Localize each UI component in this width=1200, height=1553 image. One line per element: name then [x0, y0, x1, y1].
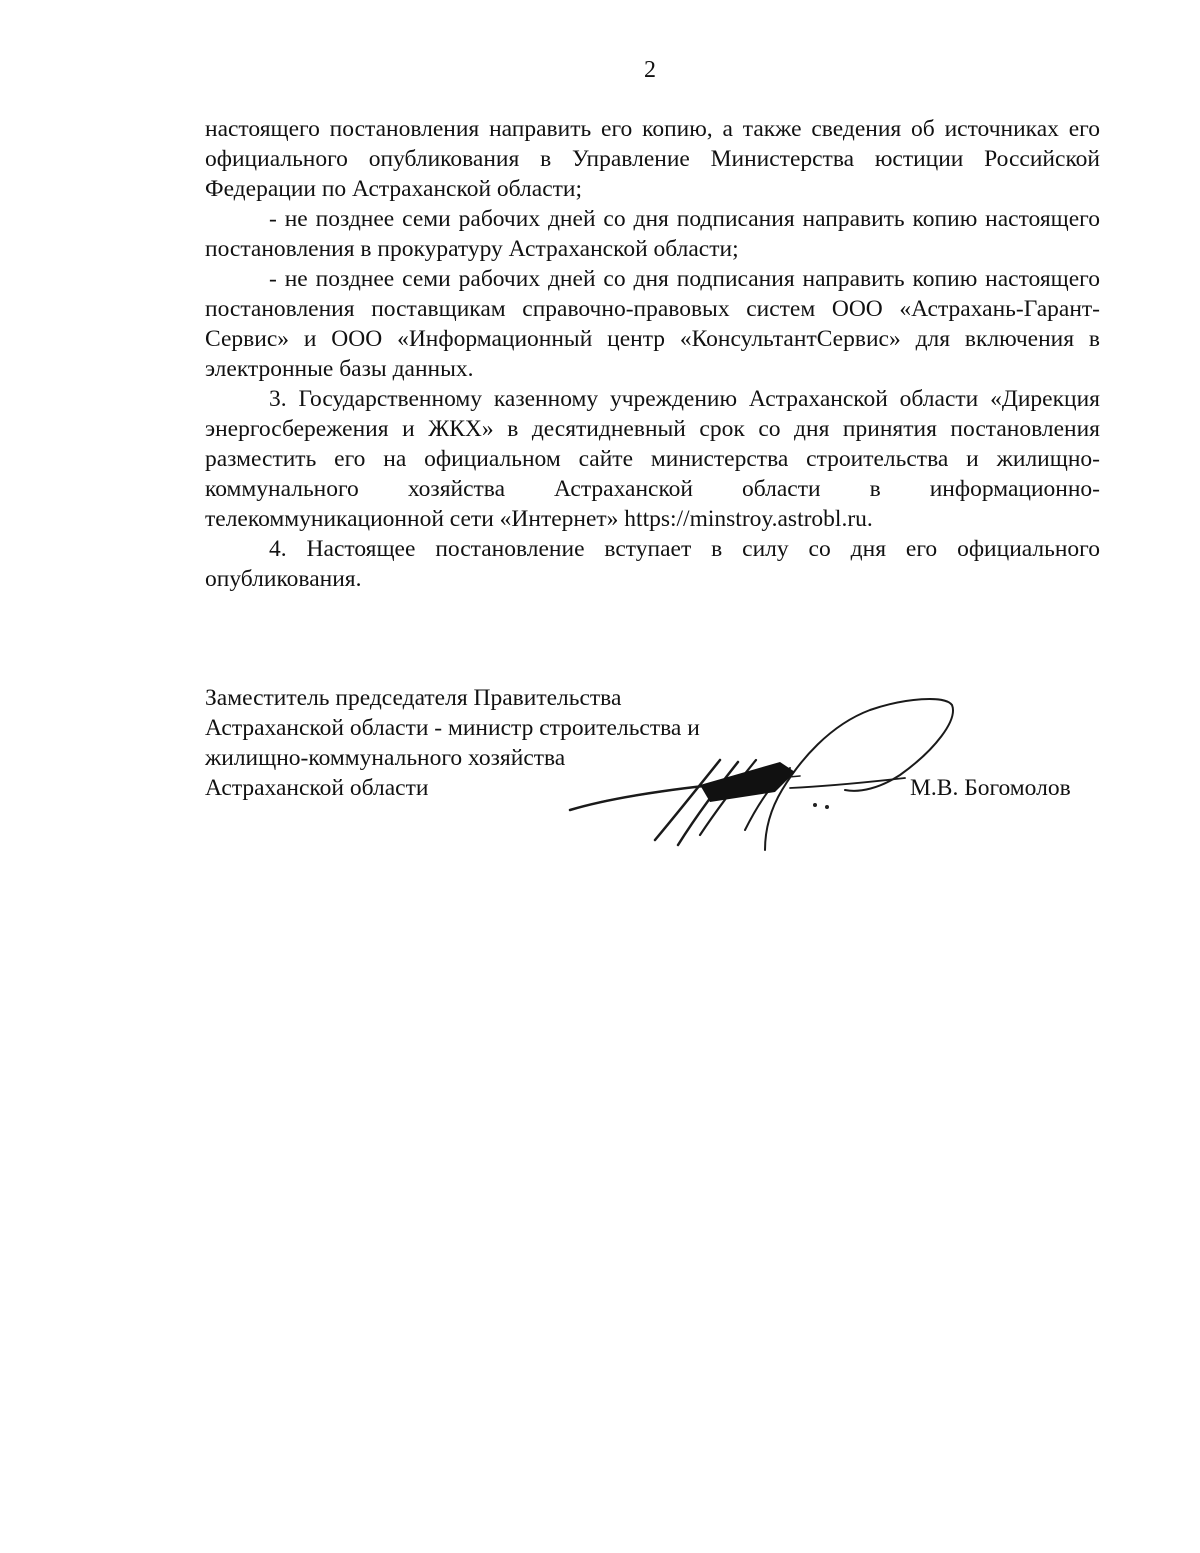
signer-title-line: жилищно-коммунального хозяйства — [205, 745, 566, 771]
handwritten-signature — [560, 690, 960, 860]
paragraph-item-4: 4. Настоящее постановление вступает в силу со дня его официального опубликования. — [205, 536, 1100, 592]
paragraph-legal-systems: - не позднее семи рабочих дней со дня подписания направить копию настоящего постановления поставщикам справочно-правовых систем ООО «Астрахань-Гарант-Сервис» и ООО «Информационный центр «КонсультантСервис» для включения в электронные базы данных. — [205, 266, 1100, 382]
signer-title-line: Астраханской области - министр строительства и — [205, 715, 700, 741]
paragraph-continuation: настоящего постановления направить его копию, а также сведения об источниках его официального опубликования в Управление Министерства юстиции Российской Федерации по Астраханской области; — [205, 116, 1100, 202]
paragraph-prosecutor: - не позднее семи рабочих дней со дня подписания направить копию настоящего постановления в прокуратуру Астраханской области; — [205, 206, 1100, 262]
signer-title-line: Заместитель председателя Правительства — [205, 685, 622, 711]
signer-name: М.В. Богомолов — [910, 775, 1071, 801]
signer-title-line: Астраханской области — [205, 775, 429, 801]
paragraph-item-3: 3. Государственному казенному учреждению Астраханской области «Дирекция энергосбережения и ЖКХ» в десятидневный срок со дня принятия постановления разместить его на официальном сайте министерства строительства и жилищно-коммунального хозяйства Астраханской области в информационно-телекоммуникационной сети «Интернет» https://minstroy.astrobl.ru. — [205, 386, 1100, 532]
page-number: 2 — [644, 57, 656, 83]
document-body — [205, 114, 1100, 594]
